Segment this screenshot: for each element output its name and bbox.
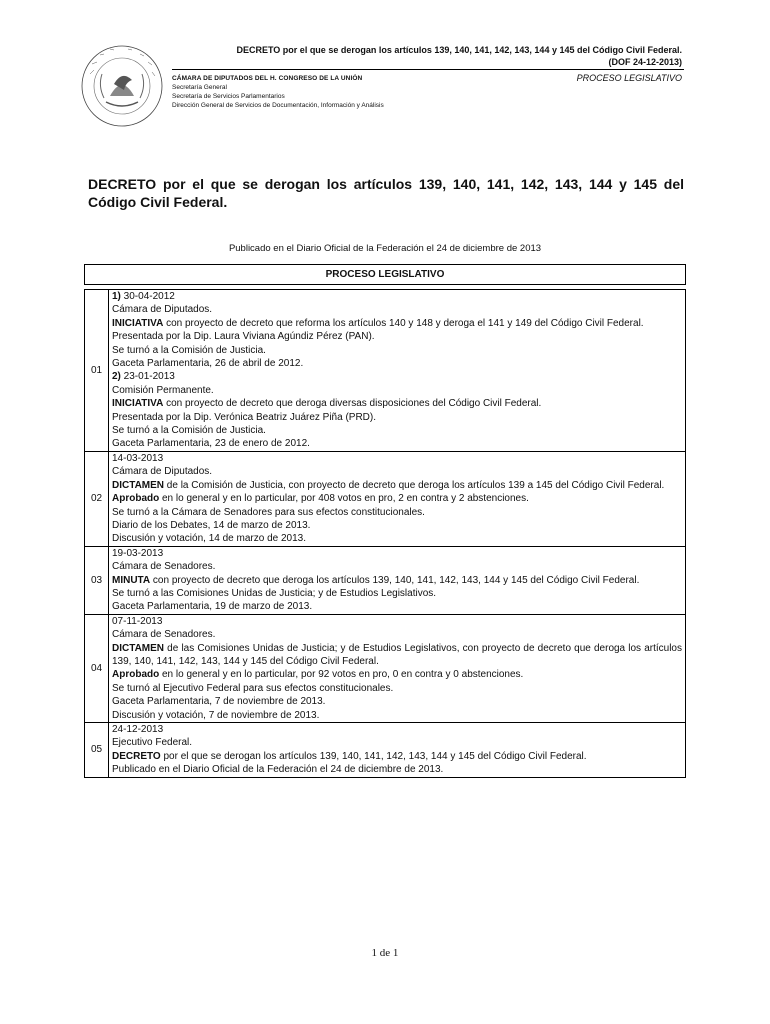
process-entry-text: 07-11-2013 xyxy=(112,615,163,627)
process-entry-line xyxy=(112,452,682,465)
process-entry-line xyxy=(112,519,682,532)
process-entry-bold: Aprobado xyxy=(112,493,160,505)
process-row xyxy=(85,451,686,546)
process-entry-line xyxy=(112,506,682,519)
process-entry-line xyxy=(112,695,682,708)
process-entry-text: Se turnó a las Comisiones Unidas de Justicia; y de Estudios Legislativos. xyxy=(112,587,437,599)
process-row-content xyxy=(109,614,686,722)
process-entry-line xyxy=(112,587,682,600)
process-entry-bold: INICIATIVA xyxy=(112,398,164,410)
process-entry-line xyxy=(112,437,682,450)
header-title-line2: (DOF 24-12-2013) xyxy=(608,57,682,67)
process-entry-line xyxy=(112,723,682,736)
process-entry-line xyxy=(112,668,682,681)
process-entry-line xyxy=(112,411,682,424)
process-entry-line xyxy=(112,682,682,695)
process-entry-line xyxy=(112,600,682,613)
process-row-content xyxy=(109,723,686,778)
process-row xyxy=(85,723,686,778)
process-entry-text: en lo general y en lo particular, por 92 votos en pro, 0 en contra y 0 abstenciones. xyxy=(159,669,524,681)
process-entry-text: Presentada por la Dip. Laura Viviana Agúndiz Pérez (PAN). xyxy=(112,331,375,343)
process-entry-line xyxy=(112,330,682,343)
process-entry-text: con proyecto de decreto que deroga los artículos 139, 140, 141, 142, 143, 144 y 145 del Código Civil Federal. xyxy=(150,574,640,586)
process-entry-bold: 2) xyxy=(112,371,121,383)
process-entry-text: Cámara de Diputados. xyxy=(112,304,213,316)
process-entry-text: Se turnó a la Cámara de Senadores para sus efectos constitucionales. xyxy=(112,506,425,518)
process-entry-line xyxy=(112,357,682,370)
header-title xyxy=(172,44,682,68)
process-entry-text: 24-12-2013 xyxy=(112,724,164,735)
document-title: DECRETO por el que se derogan los artículos 139, 140, 141, 142, 143, 144 y 145 del Código Civil Federal. xyxy=(88,176,684,210)
process-entry-text: Presentada por la Dip. Verónica Beatriz Juárez Piña (PRD). xyxy=(112,411,377,423)
process-entry-text: 19-03-2013 xyxy=(112,547,164,559)
process-entry-text: 14-03-2013 xyxy=(112,452,164,464)
process-entry-line xyxy=(112,532,682,545)
page-number: 1 de 1 xyxy=(371,947,399,959)
process-entry-text: de las Comisiones Unidas de Justicia; y de Estudios Legislativos, con proyecto de decreto que deroga los artículos 139, 140, 141, 142, 143, 144 y 145 del Código Civil Federal. xyxy=(112,642,682,667)
process-entry-text: Comisión Permanente. xyxy=(112,384,214,396)
process-entry-text: de la Comisión de Justicia, con proyecto de decreto que deroga los artículos 139 a 145 del Código Civil Federal. xyxy=(164,479,665,491)
process-entry-text: Gaceta Parlamentaria, 23 de enero de 2012. xyxy=(112,438,310,450)
process-row xyxy=(85,546,686,614)
process-entry-bold: Aprobado xyxy=(112,669,160,681)
mexico-coat-of-arms-seal-icon xyxy=(80,44,164,128)
process-row-number: 05 xyxy=(85,723,109,778)
process-row-number: 03 xyxy=(85,546,109,614)
process-entry-line xyxy=(112,628,682,641)
process-row xyxy=(85,290,686,452)
process-entry-line xyxy=(112,750,682,763)
process-entry-text: Cámara de Diputados. xyxy=(112,466,213,478)
process-heading: PROCESO LEGISLATIVO xyxy=(84,264,686,285)
process-entry-line xyxy=(112,736,682,749)
header-divider xyxy=(172,69,684,70)
process-entry-text: Ejecutivo Federal. xyxy=(112,737,193,749)
process-entry-bold: DICTAMEN xyxy=(112,479,165,491)
header-line-direccion: Dirección General de Servicios de Documentación, Información y Análisis xyxy=(172,102,384,109)
process-entry-text: Gaceta Parlamentaria, 19 de marzo de 2013. xyxy=(112,601,313,613)
header-title-line1: DECRETO por el que se derogan los artículos 139, 140, 141, 142, 143, 144 y 145 del Código Civil Federal. xyxy=(236,45,682,55)
process-entry-text: Gaceta Parlamentaria, 7 de noviembre de 2013. xyxy=(112,696,326,708)
process-row-number: 01 xyxy=(85,290,109,452)
process-entry-text: con proyecto de decreto que deroga diversas disposiciones del Código Civil Federal. xyxy=(163,398,542,410)
process-entry-text: Cámara de Senadores. xyxy=(112,561,216,573)
process-entry-bold: DECRETO xyxy=(112,750,161,762)
process-entry-line xyxy=(112,397,682,410)
process-entry-text: Publicado en el Diario Oficial de la Federación el 24 de diciembre de 2013. xyxy=(112,764,444,776)
process-entry-text: Se turnó a la Comisión de Justicia. xyxy=(112,344,266,356)
process-entry-line xyxy=(112,763,682,776)
process-entry-text: 23-01-2013 xyxy=(120,371,175,383)
process-entry-bold: DICTAMEN xyxy=(112,642,165,654)
process-entry-text: Cámara de Senadores. xyxy=(112,629,216,641)
process-entry-text: Diario de los Debates, 14 de marzo de 2013. xyxy=(112,519,311,531)
process-entry-text: 30-04-2012 xyxy=(120,291,175,302)
process-entry-line xyxy=(112,384,682,397)
process-entry-text: Se turnó al Ejecutivo Federal para sus efectos constitucionales. xyxy=(112,682,394,694)
process-row xyxy=(85,614,686,722)
process-entry-line xyxy=(112,709,682,722)
process-entry-text: Gaceta Parlamentaria, 26 de abril de 2012. xyxy=(112,358,304,370)
process-entry-line xyxy=(112,317,682,330)
process-entry-line xyxy=(112,547,682,560)
process-entry-bold: INICIATIVA xyxy=(112,317,164,329)
process-row-content xyxy=(109,451,686,546)
process-row-content xyxy=(109,290,686,452)
header-line-secretaria: Secretaría General xyxy=(172,84,227,91)
header-line-servicios: Secretaría de Servicios Parlamentarios xyxy=(172,93,285,100)
process-entry-line xyxy=(112,344,682,357)
publication-note: Publicado en el Diario Oficial de la Federación el 24 de diciembre de 2013 xyxy=(228,243,542,254)
process-entry-text: en lo general y en lo particular, por 408 votos en pro, 2 en contra y 2 abstenciones. xyxy=(159,493,529,505)
header-section: PROCESO LEGISLATIVO xyxy=(576,73,682,83)
process-entry-text: con proyecto de decreto que reforma los artículos 140 y 148 y deroga el 141 y 149 del Código Civil Federal. xyxy=(163,317,644,329)
process-table xyxy=(84,289,686,778)
process-row-content xyxy=(109,546,686,614)
process-entry-line xyxy=(112,303,682,316)
process-entry-line xyxy=(112,574,682,587)
process-entry-line xyxy=(112,370,682,383)
process-entry-line xyxy=(112,479,682,492)
process-entry-text: Discusión y votación, 14 de marzo de 2013. xyxy=(112,533,306,545)
process-entry-line xyxy=(112,492,682,505)
process-entry-bold: 1) xyxy=(112,291,121,302)
process-entry-line xyxy=(112,642,682,669)
process-entry-bold: MINUTA xyxy=(112,574,151,586)
process-row-number: 02 xyxy=(85,451,109,546)
header-chamber: CÁMARA DE DIPUTADOS DEL H. CONGRESO DE LA UNIÓN xyxy=(172,75,363,82)
process-entry-text: Discusión y votación, 7 de noviembre de 2013. xyxy=(112,709,320,721)
process-entry-text: por el que se derogan los artículos 139, 140, 141, 142, 143, 144 y 145 del Código Civil Federal. xyxy=(160,750,587,762)
process-row-number: 04 xyxy=(85,614,109,722)
process-entry-line xyxy=(112,465,682,478)
process-entry-line xyxy=(112,290,682,303)
process-entry-line xyxy=(112,615,682,628)
process-entry-line xyxy=(112,424,682,437)
process-entry-line xyxy=(112,560,682,573)
process-entry-text: Se turnó a la Comisión de Justicia. xyxy=(112,425,266,437)
